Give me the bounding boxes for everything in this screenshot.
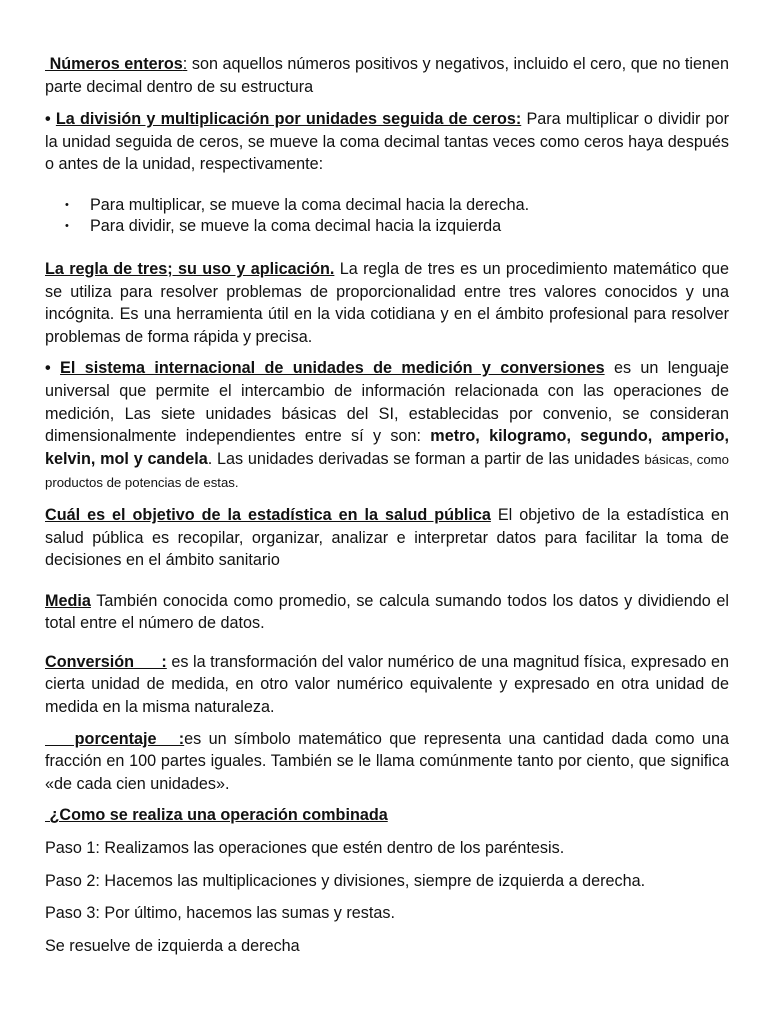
bullet-icon: •	[65, 220, 69, 233]
regla-de-tres-paragraph	[45, 258, 729, 348]
media-paragraph	[45, 590, 729, 635]
porcentaje-text: es un símbolo matemático que representa una cantidad dada como una fracción en 100 partes iguales. También se le llama comúnmente tanto por ciento, que significa «de cada cien unidades».	[45, 729, 729, 793]
conversion-text: es la transformación del valor numérico de una magnitud física, expresado en cierta unidad de medida, en otro valor numérico equivalente y expresado en otra unidad de medida en la misma naturaleza.	[45, 652, 729, 717]
division-multiplicacion-term: La división y multiplicación por unidades seguida de ceros:	[55, 110, 522, 129]
paso-2: Paso 2: Hacemos las multiplicaciones y divisiones, siempre de izquierda a derecha.	[45, 871, 646, 890]
unidades-derivadas-small-text: básicas, como productos de potencias de estas.	[45, 451, 729, 491]
numeros-enteros-text: son aquellos números positivos y negativos, incluido el cero, que no tienen parte decimal dentro de su estructura	[45, 55, 730, 96]
regla-de-tres-term: La regla de tres; su uso y aplicación.	[45, 259, 335, 278]
regla-de-tres-text: La regla de tres es un procedimiento matemático que se utiliza para resolver problemas de proporcionalidad entre tres valores conocidos y una incógnita. Es una herramienta útil en la vida cotidiana y en el ámbito profesional para resolver problemas de forma rápida y precisa.	[45, 259, 729, 346]
list-item-text: Para multiplicar, se mueve la coma decimal hacia la derecha.	[90, 195, 530, 214]
unidades-basicas-list: metro, kilogramo, segundo, amperio, kelvin, mol y candela	[45, 427, 729, 468]
estadistica-term: Cuál es el objetivo de la estadística en la salud pública	[45, 505, 491, 524]
sistema-internacional-paragraph	[45, 357, 729, 495]
division-multiplicacion-paragraph	[45, 108, 729, 176]
conversion-term: Conversión :	[45, 652, 167, 671]
porcentaje-term: porcentaje :	[45, 729, 185, 748]
bullet-glyph: •	[45, 359, 61, 378]
conversion-paragraph	[45, 651, 729, 719]
paso-1: Paso 1: Realizamos las operaciones que estén dentro de los paréntesis.	[45, 839, 565, 858]
closing-line: Se resuelve de izquierda a derecha	[45, 936, 300, 955]
numeros-enteros-colon: :	[182, 55, 188, 73]
unidades-derivadas-text: . Las unidades derivadas se forman a partir de las unidades	[207, 449, 645, 468]
list-item-text: Para dividir, se mueve la coma decimal hacia la izquierda	[90, 217, 502, 236]
division-multiplicacion-text: Para multiplicar o dividir por la unidad seguida de ceros, se mueve la coma decimal tantas veces como ceros haya después o antes de la unidad, respectivamente:	[45, 110, 730, 174]
bullet-glyph: •	[45, 110, 56, 129]
document-page	[45, 53, 729, 957]
numeros-enteros-paragraph	[45, 53, 729, 98]
media-text: También conocida como promedio, se calcula sumando todos los datos y dividiendo el total entre el número de datos.	[45, 591, 729, 633]
bullet-icon: •	[65, 198, 69, 211]
media-term: Media	[45, 591, 91, 610]
porcentaje-paragraph	[45, 728, 729, 796]
coma-decimal-list	[45, 195, 729, 238]
estadistica-text: El objetivo de la estadística en salud pública es recopilar, organizar, analizar e interpretar datos para facilitar la toma de decisiones en el ámbito sanitario	[45, 505, 729, 570]
list-item	[45, 195, 729, 217]
estadistica-paragraph	[45, 504, 729, 572]
sistema-internacional-term: El sistema internacional de unidades de medición y conversiones	[60, 359, 605, 378]
operacion-combinada-title: ¿Como se realiza una operación combinada	[45, 806, 388, 825]
operacion-combinada-heading	[45, 804, 729, 827]
list-item	[45, 216, 729, 238]
numeros-enteros-term: Números enteros	[45, 55, 183, 73]
paso-3: Paso 3: Por último, hacemos las sumas y restas.	[45, 904, 395, 923]
sistema-internacional-text: es un lenguaje universal que permite el intercambio de información relacionada con las operaciones de medición, Las siete unidades básicas del SI, establecidas por convenio, se consideran dimensionalmente independientes entre sí y son:	[45, 359, 730, 446]
